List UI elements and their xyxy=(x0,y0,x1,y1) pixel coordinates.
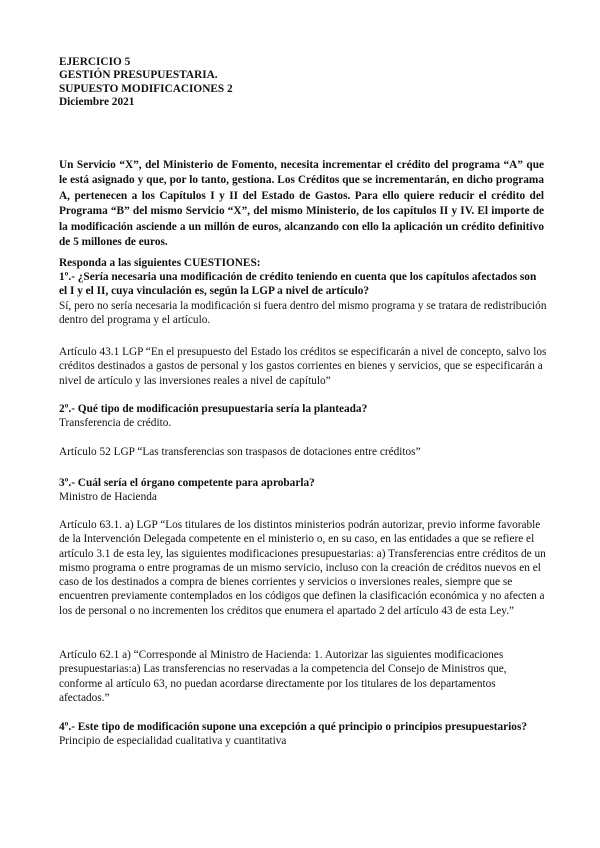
question-2: 2º.- Qué tipo de modificación presupuestaria sería la planteada? xyxy=(59,403,368,415)
reference-3a-text: Artículo 63.1. a) LGP “Los titulares de los distintos ministerios podrán autorizar, previo informe favorable de la Intervención Delegada competente en el ministerio o, en su caso, en las entidades a que se refiere el artículo 3.1 de esta ley, las siguientes modificaciones presupuestarias: a) Transferencias entre créditos de un mismo programa o entre programas de un mismo servicio, incluso con la creación de créditos nuevos en el caso de los destinados a compra de bienes corrientes y servicios o inversiones reales, siempre que se encuentren previamente contemplados en los códigos que definen la clasificación económica y no afecten a los de personal o no incrementen los créditos que enumera el apartado 2 del artículo 43 de esta Ley.” xyxy=(59,519,546,617)
reference-1 xyxy=(59,345,547,388)
reference-3a xyxy=(59,518,547,618)
date-line: Diciembre 2021 xyxy=(59,96,135,109)
case-title: SUPUESTO MODIFICACIONES 2 xyxy=(59,82,233,95)
question-2-section xyxy=(59,402,547,431)
question-4: 4º.- Este tipo de modificación supone una excepción a qué principio o principios presupuestarios? xyxy=(59,721,527,733)
question-4-section xyxy=(59,720,547,749)
reference-2 xyxy=(59,445,547,459)
answer-1: Sí, pero no sería necesaria la modificación si fuera dentro del mismo programa y se tratara de redistribución dentro del programa y el artículo. xyxy=(59,299,547,326)
subject-title: GESTIÓN PRESUPUESTARIA. xyxy=(59,69,218,82)
question-3-section xyxy=(59,476,547,505)
question-3: 3º.- Cuál sería el órgano competente para aprobarla? xyxy=(59,477,315,489)
exercise-title: EJERCICIO 5 xyxy=(59,56,131,68)
answer-3: Ministro de Hacienda xyxy=(59,491,157,504)
answer-2: Transferencia de crédito. xyxy=(59,417,172,430)
question-1-section xyxy=(59,270,547,327)
reference-3b-text: Artículo 62.1 a) “Corresponde al Ministro de Hacienda: 1. Autorizar las siguientes modificaciones presupuestarias:a) Las transferencias no reservadas a la competencia del Consejo de Ministros que, conforme al artículo 63, no puedan acordarse directamente por los titulares de los departamentos afectados.” xyxy=(59,649,507,704)
reference-1-text: Artículo 43.1 LGP “En el presupuesto del Estado los créditos se especificarán a nivel de concepto, salvo los créditos destinados a gastos de personal y los gastos corrientes en bienes y servicios, que se especificarán a nivel de artículo y las inversiones reales a nivel de capítulo” xyxy=(59,346,547,387)
answer-4: Principio de especialidad cualitativa y cuantitativa xyxy=(59,735,287,748)
reference-2-text: Artículo 52 LGP “Las transferencias son traspasos de dotaciones entre créditos” xyxy=(59,446,421,458)
questions-prompt: Responda a las siguientes CUESTIONES: xyxy=(59,257,261,269)
reference-3b xyxy=(59,648,547,705)
intro-paragraph: Un Servicio “X”, del Ministerio de Fomento, necesita incrementar el crédito del programa “A” que le está asignado y que, por lo tanto, gestiona. Los Créditos que se incrementarán, en dicho programa A, pertenecen a los Capítulos I y II del Estado de Gastos. Para ello quiere reducir el crédito del Programa “B” del mismo Servicio “X”, del mismo Ministerio, de los capítulos II y IV. El importe de la modificación asciende a un millón de euros, alcanzando con ello la aplicación un crédito definitivo de 5 millones de euros. xyxy=(59,159,544,249)
question-1: 1º.- ¿Sería necesaria una modificación de crédito teniendo en cuenta que los capítulos afectados son el I y el II, cuya vinculación es, según la LGP a nivel de artículo? xyxy=(59,271,537,298)
document-header xyxy=(59,56,233,110)
